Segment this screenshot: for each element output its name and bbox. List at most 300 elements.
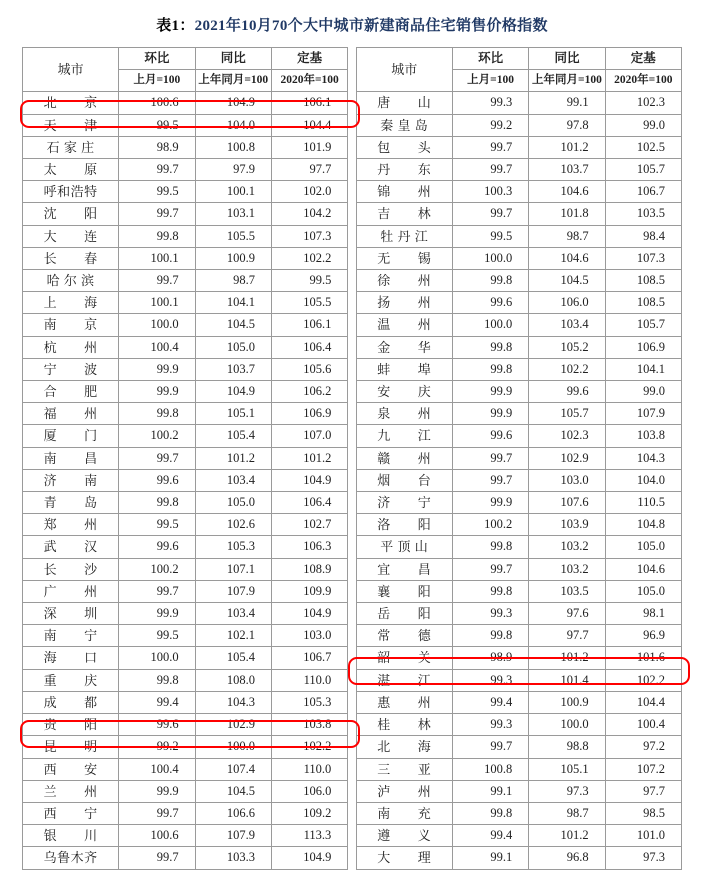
header-city-right: 城市	[356, 48, 452, 92]
value-left-2: 106.7	[271, 647, 347, 669]
city-name-right: 济 宁	[356, 492, 452, 514]
value-left-1: 105.4	[195, 425, 271, 447]
value-left-2: 104.2	[271, 203, 347, 225]
value-left-0: 99.7	[119, 447, 195, 469]
table-row	[23, 136, 682, 158]
value-left-0: 100.0	[119, 314, 195, 336]
city-name-left: 合 肥	[23, 381, 119, 403]
value-right-1: 103.5	[529, 580, 605, 602]
value-right-0: 99.8	[452, 536, 528, 558]
value-right-0: 99.4	[452, 691, 528, 713]
value-right-2: 97.3	[605, 847, 681, 869]
value-right-1: 96.8	[529, 847, 605, 869]
value-right-2: 100.4	[605, 714, 681, 736]
table-row	[23, 603, 682, 625]
value-left-1: 104.3	[195, 691, 271, 713]
value-left-1: 102.1	[195, 625, 271, 647]
value-left-2: 106.1	[271, 92, 347, 114]
value-left-0: 99.7	[119, 203, 195, 225]
value-right-1: 99.1	[529, 92, 605, 114]
value-left-1: 106.6	[195, 802, 271, 824]
value-right-0: 99.6	[452, 292, 528, 314]
city-name-left: 石 家 庄	[23, 136, 119, 158]
value-left-2: 106.4	[271, 492, 347, 514]
city-name-right: 岳 阳	[356, 603, 452, 625]
value-right-0: 99.8	[452, 802, 528, 824]
city-name-left: 长 春	[23, 247, 119, 269]
value-left-1: 105.1	[195, 403, 271, 425]
city-name-right: 金 华	[356, 336, 452, 358]
value-left-0: 99.4	[119, 691, 195, 713]
value-right-2: 96.9	[605, 625, 681, 647]
table-row	[23, 580, 682, 602]
header-sub-mom-right: 上月=100	[452, 70, 528, 92]
city-name-left: 贵 阳	[23, 714, 119, 736]
value-left-1: 105.0	[195, 336, 271, 358]
value-right-1: 103.0	[529, 469, 605, 491]
table-row	[23, 691, 682, 713]
value-right-2: 108.5	[605, 292, 681, 314]
value-left-1: 104.5	[195, 780, 271, 802]
value-right-1: 105.1	[529, 758, 605, 780]
header-col-yoy-right: 同比	[529, 48, 605, 70]
value-left-0: 99.2	[119, 736, 195, 758]
value-left-2: 101.2	[271, 447, 347, 469]
value-right-0: 99.3	[452, 92, 528, 114]
city-name-left: 西 宁	[23, 802, 119, 824]
table-row	[23, 669, 682, 691]
column-gap	[348, 48, 356, 92]
value-right-2: 110.5	[605, 492, 681, 514]
value-left-1: 102.9	[195, 714, 271, 736]
value-left-0: 100.4	[119, 758, 195, 780]
value-left-1: 97.9	[195, 159, 271, 181]
table-row	[23, 225, 682, 247]
city-name-right: 襄 阳	[356, 580, 452, 602]
value-left-0: 99.9	[119, 603, 195, 625]
value-left-2: 109.9	[271, 580, 347, 602]
value-left-1: 103.4	[195, 469, 271, 491]
table-row	[23, 159, 682, 181]
city-name-left: 广 州	[23, 580, 119, 602]
value-left-0: 100.2	[119, 558, 195, 580]
column-gap	[348, 625, 356, 647]
city-name-right: 韶 关	[356, 647, 452, 669]
column-gap	[348, 247, 356, 269]
value-left-1: 107.1	[195, 558, 271, 580]
city-name-left: 哈 尔 滨	[23, 270, 119, 292]
value-right-0: 99.9	[452, 381, 528, 403]
value-right-1: 106.0	[529, 292, 605, 314]
city-name-left: 西 安	[23, 758, 119, 780]
value-left-0: 99.9	[119, 381, 195, 403]
city-name-right: 无 锡	[356, 247, 452, 269]
value-right-1: 98.8	[529, 736, 605, 758]
city-name-right: 赣 州	[356, 447, 452, 469]
value-right-0: 99.5	[452, 225, 528, 247]
city-name-left: 南 宁	[23, 625, 119, 647]
city-name-right: 牡 丹 江	[356, 225, 452, 247]
column-gap	[348, 758, 356, 780]
column-gap	[348, 136, 356, 158]
value-right-1: 102.3	[529, 425, 605, 447]
column-gap	[348, 270, 356, 292]
city-name-right: 安 庆	[356, 381, 452, 403]
value-left-2: 105.5	[271, 292, 347, 314]
value-right-1: 105.7	[529, 403, 605, 425]
value-left-0: 100.2	[119, 425, 195, 447]
column-gap	[348, 181, 356, 203]
value-right-0: 99.7	[452, 736, 528, 758]
city-name-right: 吉 林	[356, 203, 452, 225]
table-row	[23, 292, 682, 314]
header-sub-yoy-right: 上年同月=100	[529, 70, 605, 92]
value-right-2: 102.3	[605, 92, 681, 114]
city-name-left: 昆 明	[23, 736, 119, 758]
value-right-0: 99.7	[452, 159, 528, 181]
header-sub-base-right: 2020年=100	[605, 70, 681, 92]
city-name-right: 三 亚	[356, 758, 452, 780]
value-right-1: 101.2	[529, 647, 605, 669]
value-left-2: 107.0	[271, 425, 347, 447]
value-left-0: 99.8	[119, 225, 195, 247]
city-name-left: 海 口	[23, 647, 119, 669]
value-left-1: 108.0	[195, 669, 271, 691]
value-left-2: 102.2	[271, 247, 347, 269]
table-row	[23, 114, 682, 136]
city-name-left: 大 连	[23, 225, 119, 247]
value-left-0: 99.7	[119, 159, 195, 181]
value-right-0: 99.2	[452, 114, 528, 136]
value-left-0: 99.6	[119, 536, 195, 558]
value-left-0: 99.9	[119, 358, 195, 380]
value-left-1: 104.1	[195, 292, 271, 314]
value-left-0: 100.1	[119, 292, 195, 314]
city-name-left: 沈 阳	[23, 203, 119, 225]
column-gap	[348, 114, 356, 136]
value-left-2: 97.7	[271, 159, 347, 181]
value-left-0: 99.8	[119, 492, 195, 514]
value-right-2: 107.9	[605, 403, 681, 425]
value-left-1: 100.9	[195, 247, 271, 269]
city-name-right: 九 江	[356, 425, 452, 447]
value-right-0: 99.3	[452, 603, 528, 625]
value-left-1: 103.1	[195, 203, 271, 225]
value-left-0: 99.9	[119, 780, 195, 802]
value-left-0: 99.5	[119, 625, 195, 647]
value-left-0: 99.6	[119, 714, 195, 736]
value-left-1: 107.4	[195, 758, 271, 780]
column-gap	[348, 647, 356, 669]
value-left-0: 100.0	[119, 647, 195, 669]
table-row	[23, 736, 682, 758]
table-row	[23, 492, 682, 514]
value-right-1: 104.6	[529, 247, 605, 269]
value-left-2: 102.2	[271, 736, 347, 758]
value-right-1: 101.2	[529, 136, 605, 158]
city-name-right: 大 理	[356, 847, 452, 869]
city-name-right: 秦 皇 岛	[356, 114, 452, 136]
header-row-top	[23, 48, 682, 70]
column-gap	[348, 358, 356, 380]
table-body	[23, 92, 682, 869]
value-left-2: 103.0	[271, 625, 347, 647]
value-right-1: 101.4	[529, 669, 605, 691]
value-left-2: 104.9	[271, 847, 347, 869]
table-row	[23, 381, 682, 403]
value-left-1: 102.6	[195, 514, 271, 536]
value-left-0: 99.7	[119, 270, 195, 292]
column-gap	[348, 447, 356, 469]
value-right-0: 99.6	[452, 425, 528, 447]
value-right-2: 107.3	[605, 247, 681, 269]
value-right-2: 101.6	[605, 647, 681, 669]
value-left-2: 106.4	[271, 336, 347, 358]
city-name-left: 济 南	[23, 469, 119, 491]
value-right-0: 99.9	[452, 403, 528, 425]
table-row	[23, 270, 682, 292]
value-left-1: 107.9	[195, 825, 271, 847]
value-right-1: 102.9	[529, 447, 605, 469]
value-right-2: 101.0	[605, 825, 681, 847]
value-right-2: 99.0	[605, 114, 681, 136]
value-right-0: 100.0	[452, 314, 528, 336]
value-left-2: 104.9	[271, 469, 347, 491]
city-name-left: 杭 州	[23, 336, 119, 358]
value-left-0: 99.5	[119, 514, 195, 536]
column-gap	[348, 381, 356, 403]
value-left-1: 105.0	[195, 492, 271, 514]
value-right-0: 99.8	[452, 625, 528, 647]
value-left-0: 99.8	[119, 669, 195, 691]
title-text: 2021年10月70个大中城市新建商品住宅销售价格指数	[194, 18, 548, 34]
value-right-0: 99.9	[452, 492, 528, 514]
value-right-1: 97.3	[529, 780, 605, 802]
city-name-left: 郑 州	[23, 514, 119, 536]
column-gap	[348, 292, 356, 314]
table-row	[23, 181, 682, 203]
value-left-0: 99.5	[119, 114, 195, 136]
value-left-2: 99.5	[271, 270, 347, 292]
value-right-1: 103.9	[529, 514, 605, 536]
value-right-2: 104.1	[605, 358, 681, 380]
city-name-right: 扬 州	[356, 292, 452, 314]
city-name-right: 湛 江	[356, 669, 452, 691]
value-right-2: 98.4	[605, 225, 681, 247]
value-right-1: 103.2	[529, 536, 605, 558]
value-left-2: 109.2	[271, 802, 347, 824]
city-name-left: 宁 波	[23, 358, 119, 380]
city-name-left: 北 京	[23, 92, 119, 114]
header-col-mom-right: 环比	[452, 48, 528, 70]
value-right-2: 98.5	[605, 802, 681, 824]
value-left-2: 106.1	[271, 314, 347, 336]
city-name-left: 天 津	[23, 114, 119, 136]
column-gap	[348, 736, 356, 758]
city-name-right: 惠 州	[356, 691, 452, 713]
value-right-0: 99.4	[452, 825, 528, 847]
city-name-left: 厦 门	[23, 425, 119, 447]
value-right-1: 101.2	[529, 825, 605, 847]
table-row	[23, 203, 682, 225]
value-right-1: 97.6	[529, 603, 605, 625]
city-name-left: 太 原	[23, 159, 119, 181]
header-col-base-right: 定基	[605, 48, 681, 70]
value-right-0: 99.7	[452, 203, 528, 225]
table-row	[23, 92, 682, 114]
value-right-2: 99.0	[605, 381, 681, 403]
value-right-2: 107.2	[605, 758, 681, 780]
value-left-1: 105.5	[195, 225, 271, 247]
header-sub-mom-left: 上月=100	[119, 70, 195, 92]
column-gap	[348, 159, 356, 181]
column-gap	[348, 92, 356, 114]
value-right-0: 99.7	[452, 136, 528, 158]
city-name-right: 遵 义	[356, 825, 452, 847]
city-name-right: 丹 东	[356, 159, 452, 181]
column-gap	[348, 825, 356, 847]
page-title	[0, 0, 704, 47]
value-left-2: 104.4	[271, 114, 347, 136]
header-col-mom-left: 环比	[119, 48, 195, 70]
value-left-2: 106.0	[271, 780, 347, 802]
value-right-1: 103.2	[529, 558, 605, 580]
value-right-1: 104.5	[529, 270, 605, 292]
column-gap	[348, 580, 356, 602]
value-right-1: 105.2	[529, 336, 605, 358]
city-name-left: 成 都	[23, 691, 119, 713]
column-gap	[348, 203, 356, 225]
value-left-2: 110.0	[271, 669, 347, 691]
value-right-2: 103.8	[605, 425, 681, 447]
value-left-0: 99.7	[119, 847, 195, 869]
table-row	[23, 536, 682, 558]
city-name-left: 深 圳	[23, 603, 119, 625]
city-name-right: 包 头	[356, 136, 452, 158]
value-left-1: 105.4	[195, 647, 271, 669]
table-row	[23, 714, 682, 736]
column-gap	[348, 847, 356, 869]
value-right-2: 103.5	[605, 203, 681, 225]
column-gap	[348, 314, 356, 336]
table-row	[23, 358, 682, 380]
value-left-0: 99.8	[119, 403, 195, 425]
value-right-1: 97.8	[529, 114, 605, 136]
city-name-right: 北 海	[356, 736, 452, 758]
price-index-table	[22, 47, 682, 870]
column-gap	[348, 425, 356, 447]
value-left-2: 113.3	[271, 825, 347, 847]
value-left-2: 105.6	[271, 358, 347, 380]
value-right-1: 103.7	[529, 159, 605, 181]
column-gap	[348, 558, 356, 580]
value-right-2: 97.7	[605, 780, 681, 802]
column-gap	[348, 780, 356, 802]
city-name-right: 蚌 埠	[356, 358, 452, 380]
value-right-0: 99.1	[452, 780, 528, 802]
column-gap	[348, 514, 356, 536]
column-gap	[348, 492, 356, 514]
value-right-0: 99.8	[452, 580, 528, 602]
header-sub-base-left: 2020年=100	[271, 70, 347, 92]
city-name-left: 武 汉	[23, 536, 119, 558]
city-name-right: 徐 州	[356, 270, 452, 292]
header-col-base-left: 定基	[271, 48, 347, 70]
column-gap	[348, 669, 356, 691]
table-row	[23, 780, 682, 802]
value-left-2: 108.9	[271, 558, 347, 580]
value-right-0: 99.8	[452, 336, 528, 358]
value-right-2: 102.5	[605, 136, 681, 158]
value-right-2: 104.6	[605, 558, 681, 580]
city-name-left: 青 岛	[23, 492, 119, 514]
value-left-1: 104.5	[195, 314, 271, 336]
value-left-0: 100.1	[119, 247, 195, 269]
table-row	[23, 825, 682, 847]
value-right-2: 105.7	[605, 314, 681, 336]
value-left-1: 104.9	[195, 381, 271, 403]
column-gap	[348, 536, 356, 558]
value-left-2: 105.3	[271, 691, 347, 713]
value-left-0: 99.7	[119, 802, 195, 824]
value-right-0: 99.3	[452, 669, 528, 691]
value-left-1: 100.0	[195, 736, 271, 758]
table-row	[23, 336, 682, 358]
value-right-1: 101.8	[529, 203, 605, 225]
city-name-right: 泸 州	[356, 780, 452, 802]
value-right-0: 100.2	[452, 514, 528, 536]
value-right-1: 97.7	[529, 625, 605, 647]
table-row	[23, 802, 682, 824]
table-header	[23, 48, 682, 92]
value-right-2: 98.1	[605, 603, 681, 625]
value-left-1: 103.3	[195, 847, 271, 869]
value-left-2: 102.0	[271, 181, 347, 203]
value-left-2: 106.9	[271, 403, 347, 425]
table-row	[23, 847, 682, 869]
value-right-1: 104.6	[529, 181, 605, 203]
city-name-left: 重 庆	[23, 669, 119, 691]
table-row	[23, 447, 682, 469]
value-left-0: 98.9	[119, 136, 195, 158]
value-right-1: 107.6	[529, 492, 605, 514]
column-gap	[348, 336, 356, 358]
city-name-right: 锦 州	[356, 181, 452, 203]
city-name-left: 南 京	[23, 314, 119, 336]
value-right-0: 99.7	[452, 447, 528, 469]
table-row	[23, 647, 682, 669]
value-right-0: 100.0	[452, 247, 528, 269]
table-row	[23, 514, 682, 536]
value-right-0: 99.7	[452, 558, 528, 580]
value-right-2: 104.3	[605, 447, 681, 469]
value-right-0: 99.1	[452, 847, 528, 869]
value-right-0: 100.8	[452, 758, 528, 780]
value-right-2: 104.8	[605, 514, 681, 536]
value-left-0: 100.4	[119, 336, 195, 358]
value-right-2: 105.0	[605, 580, 681, 602]
value-left-1: 107.9	[195, 580, 271, 602]
value-left-1: 105.3	[195, 536, 271, 558]
column-gap	[348, 225, 356, 247]
value-right-2: 104.0	[605, 469, 681, 491]
value-left-0: 99.7	[119, 580, 195, 602]
city-name-right: 温 州	[356, 314, 452, 336]
city-name-left: 乌鲁木齐	[23, 847, 119, 869]
value-right-0: 98.9	[452, 647, 528, 669]
value-left-1: 98.7	[195, 270, 271, 292]
city-name-left: 银 川	[23, 825, 119, 847]
